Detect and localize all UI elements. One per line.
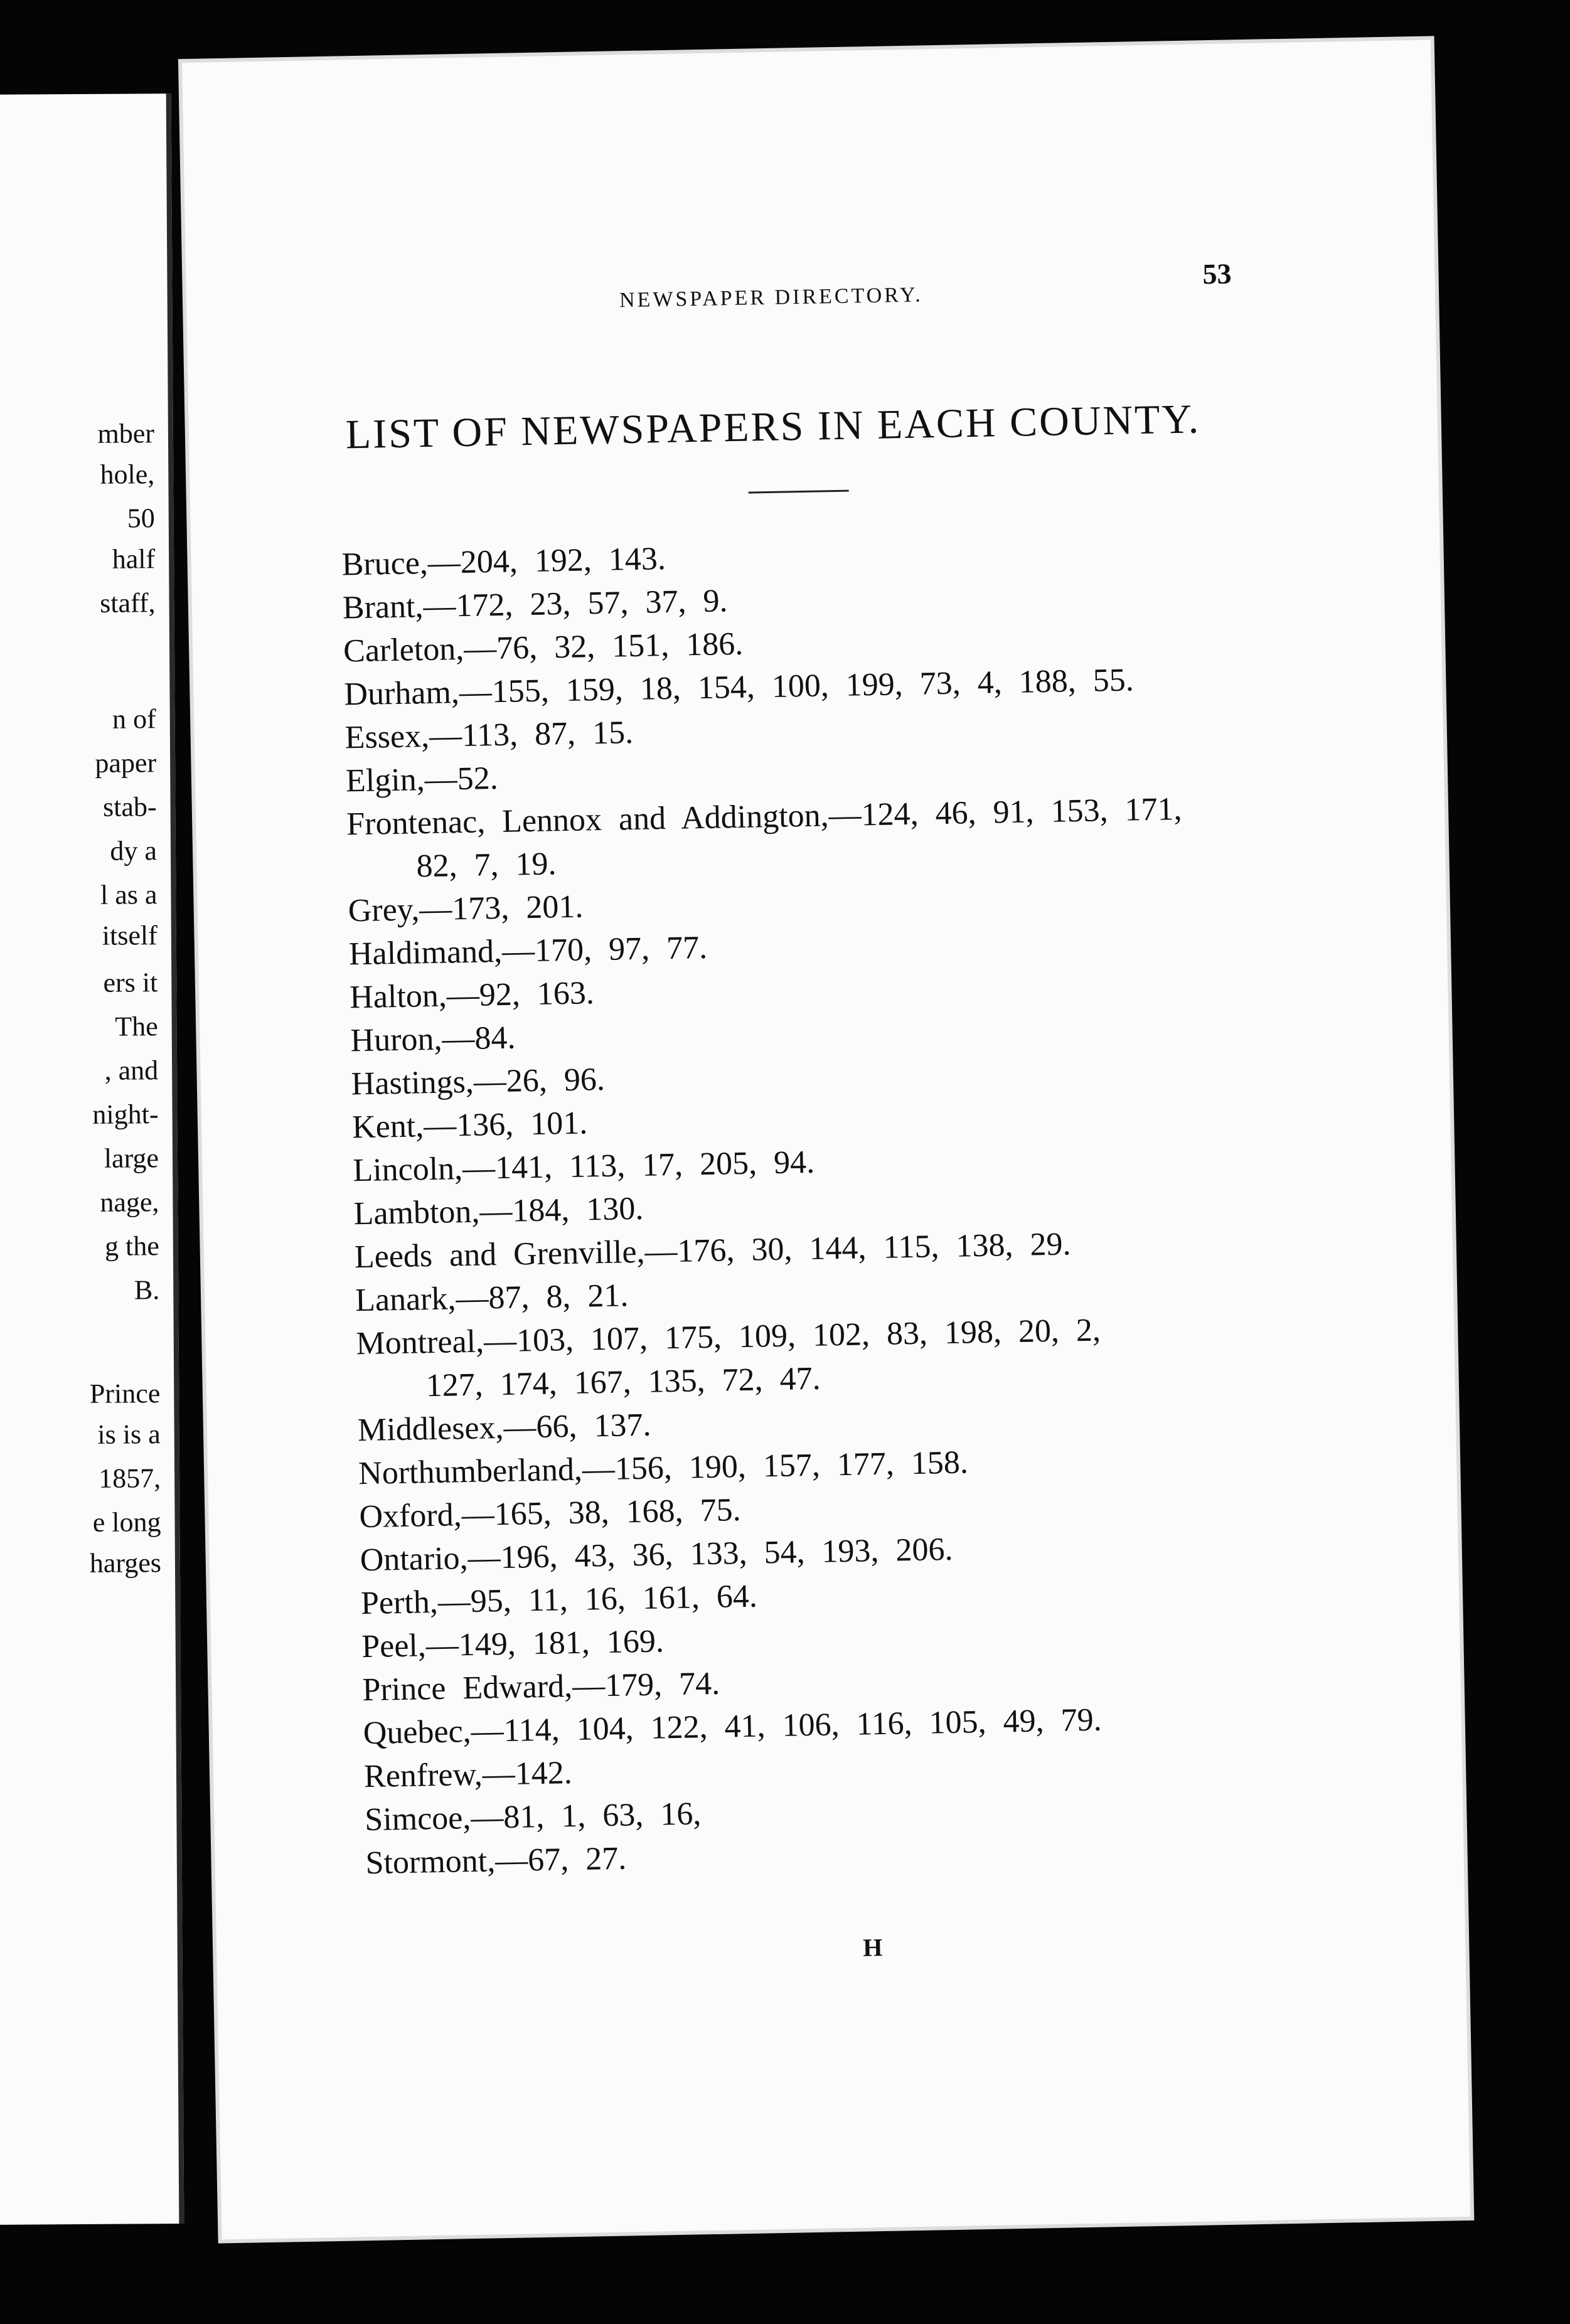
- county-entry-text: Northumberland,—156, 190, 157, 177, 158.: [358, 1444, 969, 1492]
- title-rule: [749, 490, 849, 494]
- left-page-line: g the: [104, 1230, 159, 1262]
- county-entry-text: Ontario,—196, 43, 36, 133, 54, 193, 206.: [360, 1531, 953, 1579]
- county-entry-text: Durham,—155, 159, 18, 154, 100, 199, 73, 4, 188, 55.: [343, 662, 1135, 713]
- county-entry-text: Kent,—136, 101.: [351, 1105, 588, 1146]
- county-entry-text: Elgin,—52.: [345, 760, 499, 799]
- county-entry-text: Middlesex,—66, 137.: [357, 1407, 651, 1449]
- county-entry-text: Peel,—149, 181, 169.: [361, 1623, 665, 1665]
- county-entry-continuation: 127, 174, 167, 135, 72, 47.: [425, 1360, 821, 1404]
- county-entry-text: Oxford,—165, 38, 168, 75.: [358, 1492, 742, 1535]
- county-entry-text: Leeds and Grenville,—176, 30, 144, 115, 138, 29.: [354, 1226, 1071, 1276]
- county-entry-text: Perth,—95, 11, 16, 161, 64.: [360, 1578, 758, 1622]
- right-page: [182, 40, 1470, 2240]
- signature-mark: H: [862, 1933, 883, 1962]
- left-page-line: harges: [89, 1547, 162, 1579]
- left-page-line: The: [115, 1011, 158, 1042]
- left-page-line: dy a: [110, 835, 158, 866]
- left-page-line: B.: [134, 1274, 160, 1306]
- left-page-line: Prince: [89, 1378, 161, 1409]
- county-entry: [346, 787, 1183, 889]
- county-entry-text: Lambton,—184, 130.: [353, 1190, 644, 1232]
- county-entry-text: Montreal,—103, 107, 175, 109, 102, 83, 198, 20, 2,: [355, 1312, 1101, 1362]
- county-entry-text: Bruce,—204, 192, 143.: [341, 541, 666, 583]
- county-entry-text: Simcoe,—81, 1, 63, 16,: [364, 1796, 702, 1838]
- left-page-line: staff,: [100, 587, 156, 619]
- county-entry-continuation: 82, 7, 19.: [416, 846, 557, 885]
- county-entry-text: Grey,—173, 201.: [348, 888, 584, 929]
- county-entry-text: Prince Edward,—179, 74.: [362, 1665, 720, 1708]
- left-page-line: paper: [95, 747, 157, 779]
- left-page-line: hole,: [100, 459, 155, 490]
- left-page-line: 50: [127, 503, 155, 534]
- left-page-line: mber: [97, 418, 155, 449]
- page-title: LIST OF NEWSPAPERS IN EACH COUNTY.: [345, 396, 1201, 458]
- left-page-line: nage,: [100, 1186, 159, 1218]
- county-entry-text: Quebec,—114, 104, 122, 41, 106, 116, 105, 49, 79.: [363, 1702, 1103, 1752]
- county-entry-text: Hastings,—26, 96.: [351, 1061, 606, 1102]
- page-number: 53: [1202, 257, 1232, 290]
- left-page-line: half: [112, 543, 156, 575]
- left-page-line: e long: [92, 1506, 161, 1538]
- county-entry-text: Frontenac, Lennox and Addington,—124, 46, 91, 153, 171,: [346, 791, 1183, 843]
- left-page-line: itself: [102, 920, 158, 951]
- county-entry-text: Huron,—84.: [350, 1020, 516, 1059]
- county-entry-text: Renfrew,—142.: [363, 1755, 573, 1795]
- county-entry-text: Lanark,—87, 8, 21.: [355, 1277, 629, 1319]
- left-page-line: large: [104, 1143, 159, 1174]
- county-entry-text: Haldimand,—170, 97, 77.: [348, 929, 708, 973]
- county-list: [341, 528, 1201, 1885]
- county-entry-text: Brant,—172, 23, 57, 37, 9.: [342, 583, 728, 626]
- county-entry-text: Halton,—92, 163.: [349, 975, 595, 1016]
- county-entry-text: Lincoln,—141, 113, 17, 205, 94.: [352, 1144, 815, 1189]
- county-entry: [356, 1307, 1193, 1409]
- left-page-line: , and: [104, 1055, 159, 1086]
- left-page-line: l as a: [100, 879, 158, 910]
- left-page-line: n of: [112, 703, 156, 735]
- county-entry-text: Stormont,—67, 27.: [365, 1840, 627, 1882]
- left-page-line: is is a: [97, 1419, 161, 1450]
- county-entry-text: Carleton,—76, 32, 151, 186.: [343, 626, 744, 669]
- left-page-line: 1857,: [98, 1463, 161, 1494]
- left-page-line: stab-: [102, 791, 157, 823]
- left-page-fragment: [0, 93, 184, 2225]
- left-page-line: ers it: [103, 967, 158, 998]
- running-head: NEWSPAPER DIRECTORY.: [619, 283, 924, 312]
- left-page-line: night-: [92, 1099, 159, 1130]
- county-entry-text: Essex,—113, 87, 15.: [344, 715, 634, 756]
